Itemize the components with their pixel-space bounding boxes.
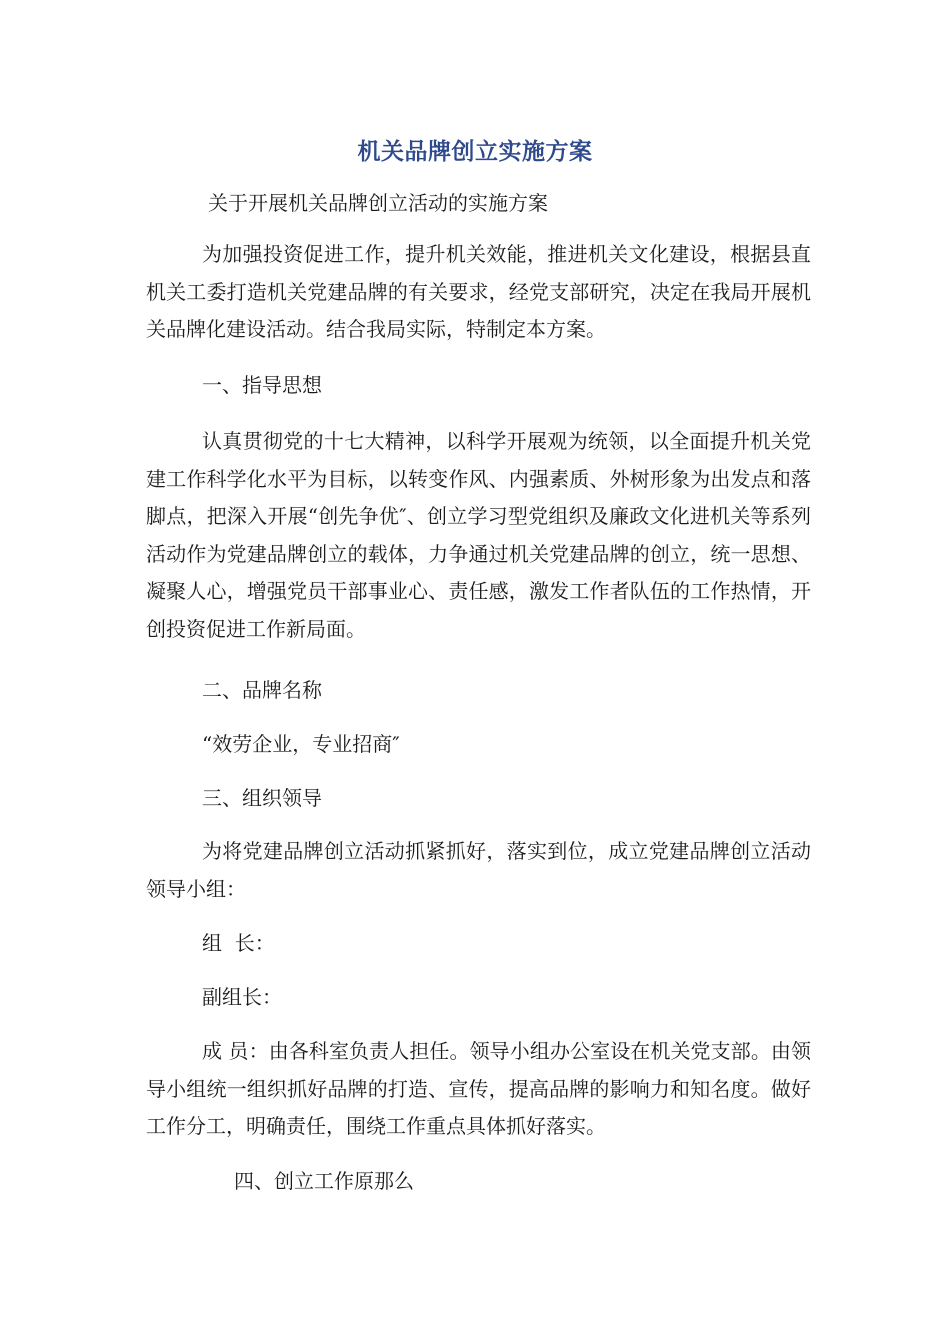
paragraph-brand-name: “效劳企业，专业招商″: [202, 732, 400, 756]
section-heading-leadership: 三、组织领导: [202, 786, 322, 810]
paragraph-members: 成 员：由各科室负责人担任。领导小组办公室设在机关党支部。由领导小组统一组织抓好品牌的打造、宣传，提高品牌的影响力和知名度。做好工作分工，明确责任，围绕工作重点具体抓好落实。: [146, 1039, 811, 1138]
section-heading-guiding-thought: 一、指导思想: [202, 373, 322, 397]
section-heading-principles: 四、创立工作原那么: [234, 1169, 414, 1193]
document-title: 机关品牌创立实施方案: [357, 139, 593, 165]
deputy-leader-line: 副组长：: [202, 985, 282, 1009]
paragraph-leadership: 为将党建品牌创立活动抓紧抓好，落实到位，成立党建品牌创立活动领导小组：: [146, 839, 811, 901]
document-subtitle: 关于开展机关品牌创立活动的实施方案: [208, 191, 548, 215]
section-heading-brand-name: 二、品牌名称: [202, 678, 322, 702]
group-leader-line: 组 长：: [202, 931, 275, 955]
paragraph-guiding-thought: 认真贯彻党的十七大精神，以科学开展观为统领，以全面提升机关党建工作科学化水平为目标，以转变作风、内强素质、外树形象为出发点和落脚点，把深入开展“创先争优″、创立学习型党组织及廉政文化进机关等系列活动作为党建品牌创立的载体，力争通过机关党建品牌的创立，统一思想、凝聚人心，增强党员干部事业心、责任感，激发工作者队伍的工作热情，开创投资促进工作新局面。: [146, 429, 811, 641]
paragraph-intro: 为加强投资促进工作，提升机关效能，推进机关文化建设，根据县直机关工委打造机关党建品牌的有关要求，经党支部研究，决定在我局开展机关品牌化建设活动。结合我局实际，特制定本方案。: [146, 242, 811, 341]
